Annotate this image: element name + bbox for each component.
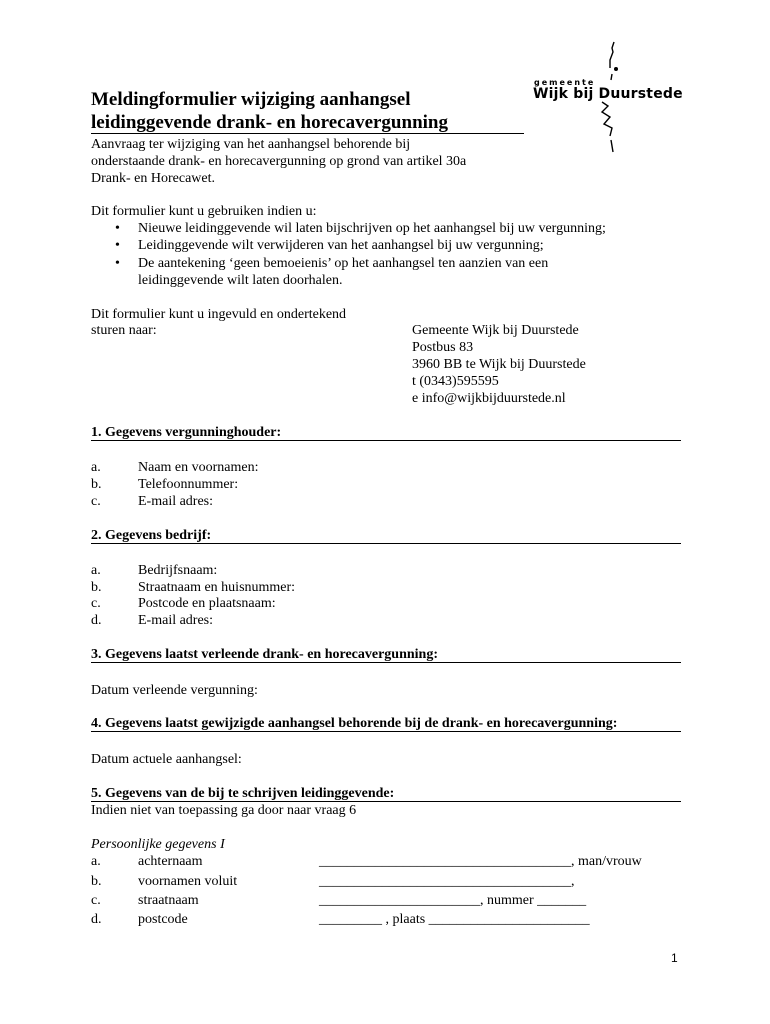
list-letter: a.: [91, 854, 101, 869]
fill-line[interactable]: _______________________, nummer _______: [319, 893, 587, 908]
fill-line[interactable]: ____________________________________, man/vrouw: [319, 854, 642, 869]
usage-item-2: Leidinggevende wilt verwijderen van het aanhangsel bij uw vergunning;: [138, 238, 544, 253]
fill-line[interactable]: ____________________________________,: [319, 874, 575, 889]
field-label: postcode: [138, 912, 188, 927]
section-1-heading: 1. Gegevens vergunninghouder:: [91, 425, 282, 440]
list-letter: c.: [91, 596, 101, 611]
title-divider: [91, 133, 524, 134]
field-label: Naam en voornamen:: [138, 460, 259, 475]
section-4-divider: [91, 731, 681, 732]
field-label: achternaam: [138, 854, 203, 869]
usage-item-3: De aantekening ‘geen bemoeienis’ op het aanhangsel ten aanzien van een: [138, 256, 549, 271]
field-label: Bedrijfsnaam:: [138, 563, 218, 578]
usage-item-3-cont: leidinggevende wilt laten doorhalen.: [138, 273, 343, 288]
address-line: Postbus 83: [412, 340, 474, 355]
bullet-icon: •: [115, 256, 120, 271]
page-title-line-2: leidinggevende drank- en horecavergunning: [91, 112, 448, 133]
list-letter: c.: [91, 494, 101, 509]
list-letter: a.: [91, 460, 101, 475]
municipality-logo: [533, 40, 688, 155]
intro-line-3: Drank- en Horecawet.: [91, 171, 215, 186]
field-label: Datum actuele aanhangsel:: [91, 752, 242, 767]
address-line: t (0343)595595: [412, 374, 499, 389]
address-line: 3960 BB te Wijk bij Duurstede: [412, 357, 586, 372]
section-5-subheading: Persoonlijke gegevens I: [91, 837, 225, 852]
page-title-line-1: Meldingformulier wijziging aanhangsel: [91, 89, 411, 110]
intro-line-1: Aanvraag ter wijziging van het aanhangsel behorende bij: [91, 137, 411, 152]
field-label: voornamen voluit: [138, 874, 238, 889]
field-label: Datum verleende vergunning:: [91, 683, 258, 698]
list-letter: a.: [91, 563, 101, 578]
send-line-1: Dit formulier kunt u ingevuld en ondertekend: [91, 307, 347, 322]
logo-small-text: gemeente: [534, 78, 596, 87]
usage-lead: Dit formulier kunt u gebruiken indien u:: [91, 204, 317, 219]
logo-name: Wijk bij Duurstede: [533, 86, 683, 102]
address-line: Gemeente Wijk bij Duurstede: [412, 323, 579, 338]
intro-line-2: onderstaande drank- en horecavergunning op grond van artikel 30a: [91, 154, 467, 169]
field-label: Postcode en plaatsnaam:: [138, 596, 276, 611]
usage-item-1: Nieuwe leidinggevende wil laten bijschrijven op het aanhangsel bij uw vergunning;: [138, 221, 606, 236]
bullet-icon: •: [115, 221, 120, 236]
list-letter: b.: [91, 874, 102, 889]
list-letter: d.: [91, 613, 102, 628]
list-letter: c.: [91, 893, 101, 908]
field-label: E-mail adres:: [138, 494, 214, 509]
section-2-heading: 2. Gegevens bedrijf:: [91, 528, 212, 543]
section-3-heading: 3. Gegevens laatst verleende drank- en horecavergunning:: [91, 647, 438, 662]
field-label: Straatnaam en huisnummer:: [138, 580, 296, 595]
section-3-divider: [91, 662, 681, 663]
section-1-divider: [91, 440, 681, 441]
section-4-heading: 4. Gegevens laatst gewijzigde aanhangsel behorende bij de drank- en horecavergunning:: [91, 716, 618, 731]
section-5-note: Indien niet van toepassing ga door naar vraag 6: [91, 803, 357, 818]
bullet-icon: •: [115, 238, 120, 253]
section-5-heading: 5. Gegevens van de bij te schrijven leidinggevende:: [91, 786, 395, 801]
field-label: straatnaam: [138, 893, 199, 908]
page-number: 1: [671, 951, 678, 965]
fill-line[interactable]: _________ , plaats _______________________: [319, 912, 590, 927]
field-label: Telefoonnummer:: [138, 477, 239, 492]
section-2-divider: [91, 543, 681, 544]
send-line-2: sturen naar:: [91, 323, 157, 338]
list-letter: d.: [91, 912, 102, 927]
address-email[interactable]: e info@wijkbijduurstede.nl: [412, 391, 566, 406]
field-label: E-mail adres:: [138, 613, 214, 628]
list-letter: b.: [91, 477, 102, 492]
list-letter: b.: [91, 580, 102, 595]
